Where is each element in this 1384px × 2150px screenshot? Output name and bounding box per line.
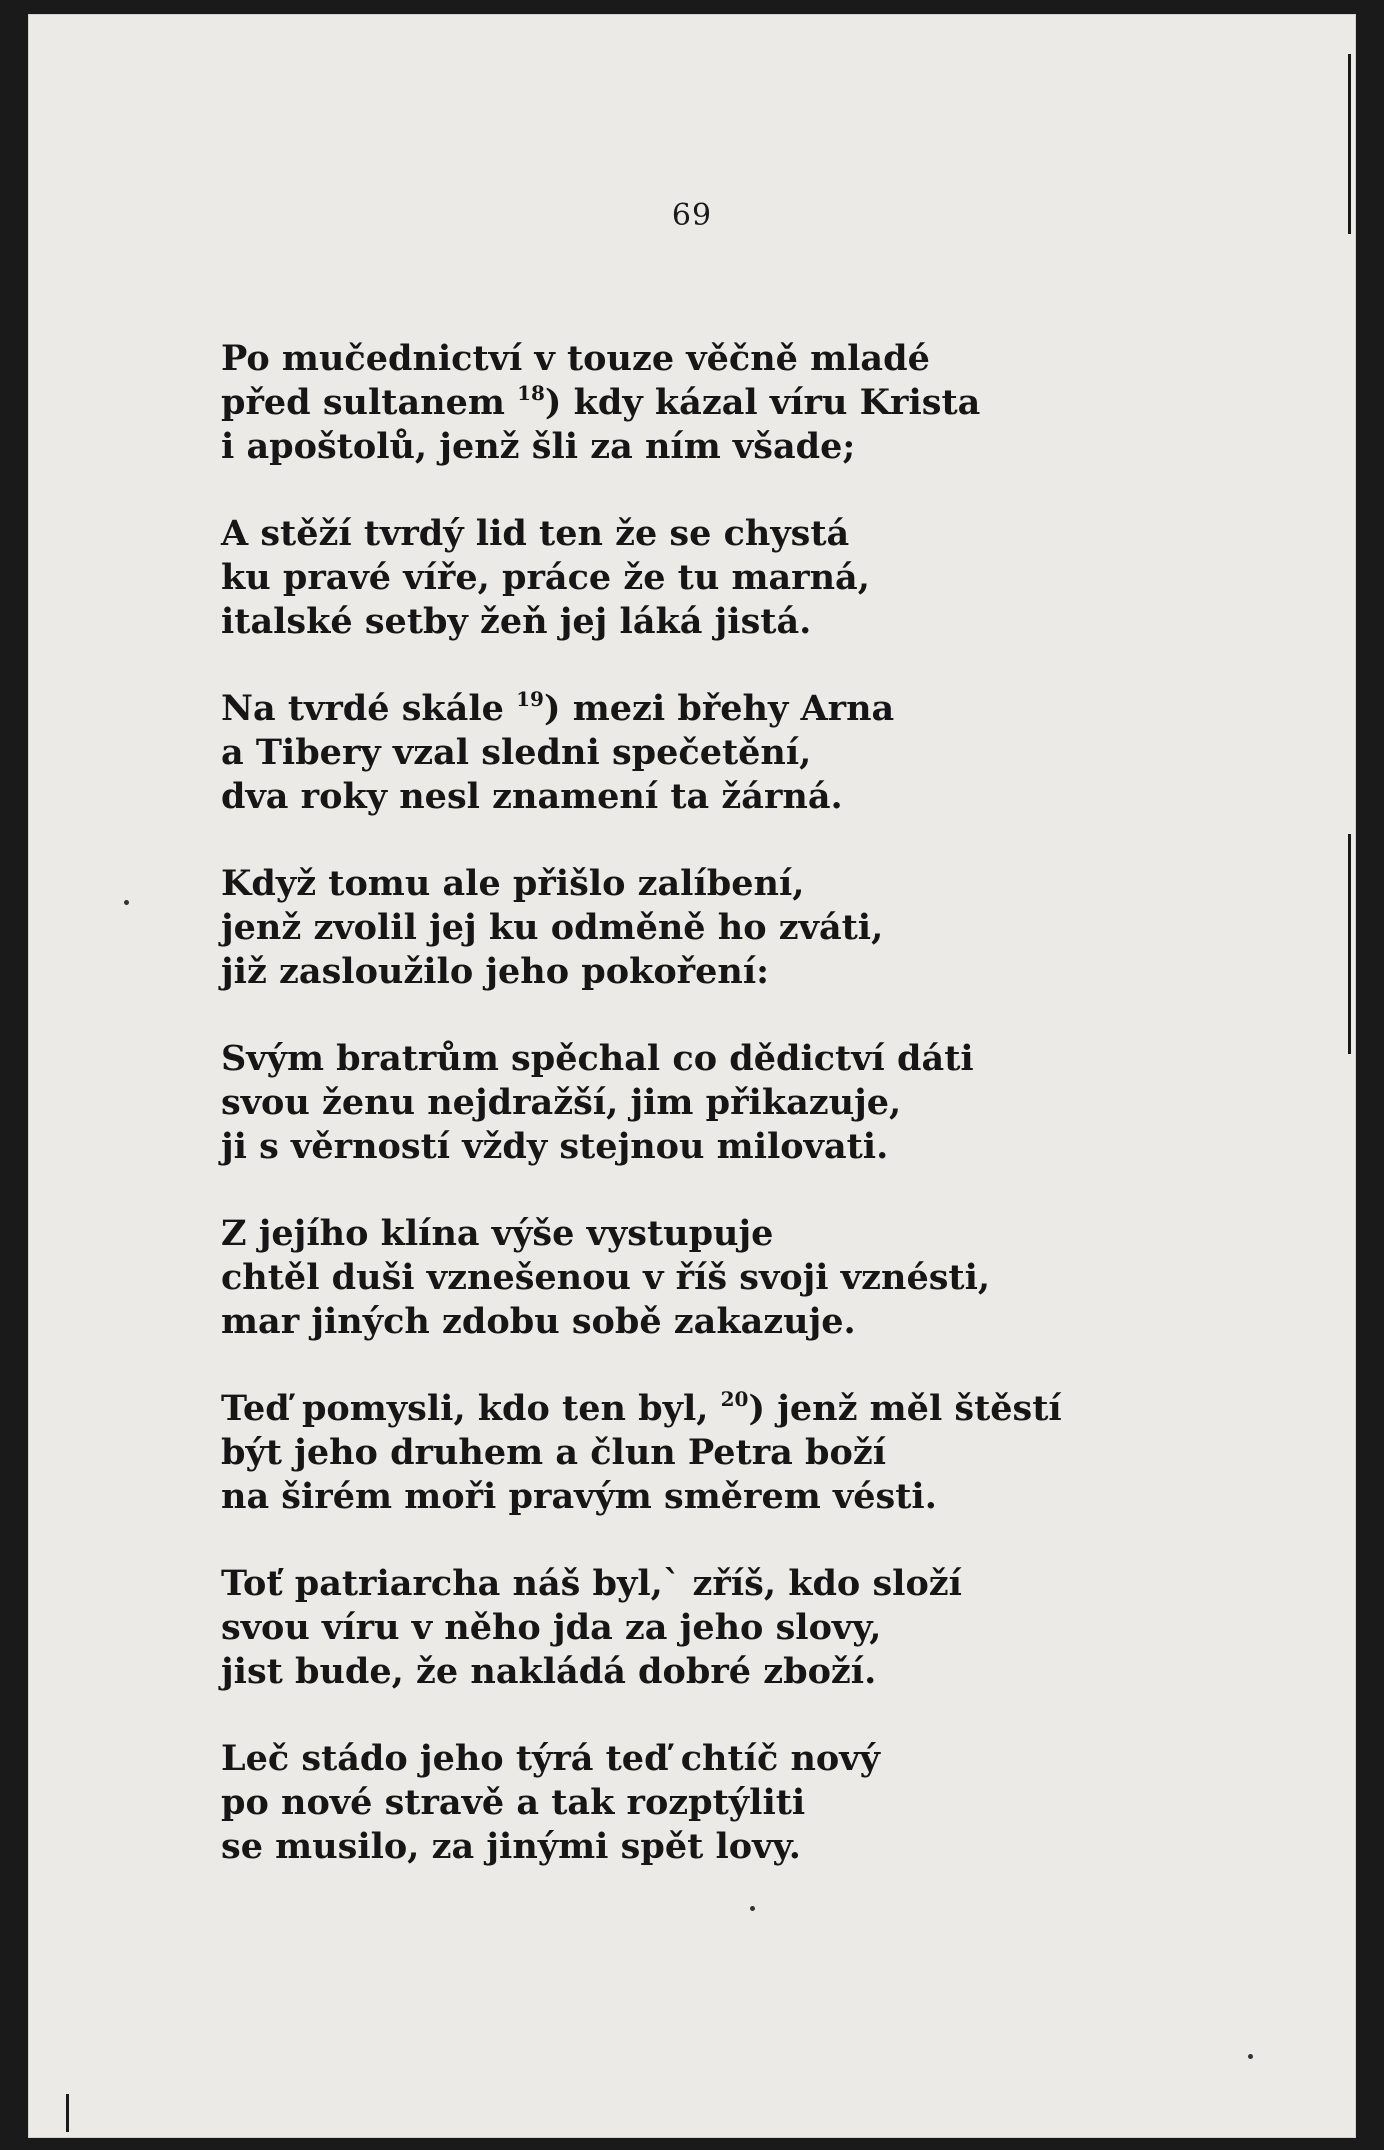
verse-line: ji s věrností vždy stejnou milovati. (221, 1126, 889, 1167)
verse-line: ku pravé víře, práce že tu marná, (221, 557, 870, 598)
footnote-marker: 18 (517, 381, 545, 405)
verse-text: ) kdy kázal víru Krista (544, 382, 981, 423)
book-page (28, 14, 1356, 2138)
verse-line: jenž zvolil jej ku odměně ho zváti, (221, 907, 884, 948)
stanza (221, 1212, 1062, 1344)
verse-line: dva roky nesl znamení ta žárná. (221, 776, 843, 817)
verse-line (221, 381, 1062, 425)
stanza (221, 1737, 1062, 1869)
stanza (221, 337, 1062, 469)
stanza (221, 1037, 1062, 1169)
verse-line (221, 1387, 1062, 1431)
verse-line: po nové stravě a tak rozptýliti (221, 1782, 806, 1823)
verse-line: být jeho druhem a člun Petra boží (221, 1432, 887, 1473)
verse-text: Na tvrdé skále (221, 688, 517, 729)
verse-line: Když tomu ale přišlo zalíbení, (221, 863, 805, 904)
footnote-marker: 19 (516, 687, 544, 711)
verse-line: Po mučednictví v touze věčně mladé (221, 338, 930, 379)
verse-line: již zasloužilo jeho pokoření: (221, 951, 770, 992)
verse-text: ) mezi břehy Arna (543, 688, 895, 729)
verse-line: Leč stádo jeho týrá teď chtíč nový (221, 1738, 880, 1779)
stanza (221, 1387, 1062, 1519)
stanza (221, 1562, 1062, 1694)
page-number: 69 (671, 198, 713, 233)
verse-line: jist bude, že nakládá dobré zboží. (221, 1651, 877, 1692)
verse-line: A stěží tvrdý lid ten že se chystá (221, 513, 850, 554)
stanza (221, 687, 1062, 819)
verse-line: italské setby žeň jej láká jistá. (221, 601, 812, 642)
verse-line: i apoštolů, jenž šli za ním všade; (221, 426, 856, 467)
scan-edge-mark (1348, 834, 1351, 1054)
verse-text: před sultanem (221, 382, 518, 423)
scan-speck (1248, 2054, 1253, 2059)
verse-line: Toť patriarcha náš byl,` zříš, kdo složí (221, 1563, 962, 1604)
verse-line: se musilo, za jinými spět lovy. (221, 1826, 801, 1867)
verse-text: ) jenž měl štěstí (748, 1388, 1062, 1429)
verse-line: svou víru v něho jda za jeho slovy, (221, 1607, 882, 1648)
scan-speck (124, 900, 129, 905)
verse-line: mar jiných zdobu sobě zakazuje. (221, 1301, 856, 1342)
footnote-marker: 20 (720, 1387, 749, 1411)
verse-line: Z jejího klína výše vystupuje (221, 1213, 774, 1254)
stanza (221, 512, 1062, 644)
poem-text (221, 337, 1062, 1912)
verse-line: Svým bratrům spěchal co dědictví dáti (221, 1038, 974, 1079)
scan-speck (750, 1906, 755, 1911)
scan-edge-mark (1348, 54, 1351, 234)
verse-text: Teď pomysli, kdo ten byl, (221, 1388, 721, 1429)
verse-line (221, 687, 1062, 731)
stanza (221, 862, 1062, 994)
verse-line: svou ženu nejdražší, jim přikazuje, (221, 1082, 902, 1123)
verse-line: na širém moři pravým směrem vésti. (221, 1476, 937, 1517)
verse-line: a Tibery vzal sledni spečetění, (221, 732, 812, 773)
verse-line: chtěl duši vznešenou v říš svoji vznésti, (221, 1257, 991, 1298)
scan-edge-mark (66, 2094, 69, 2132)
